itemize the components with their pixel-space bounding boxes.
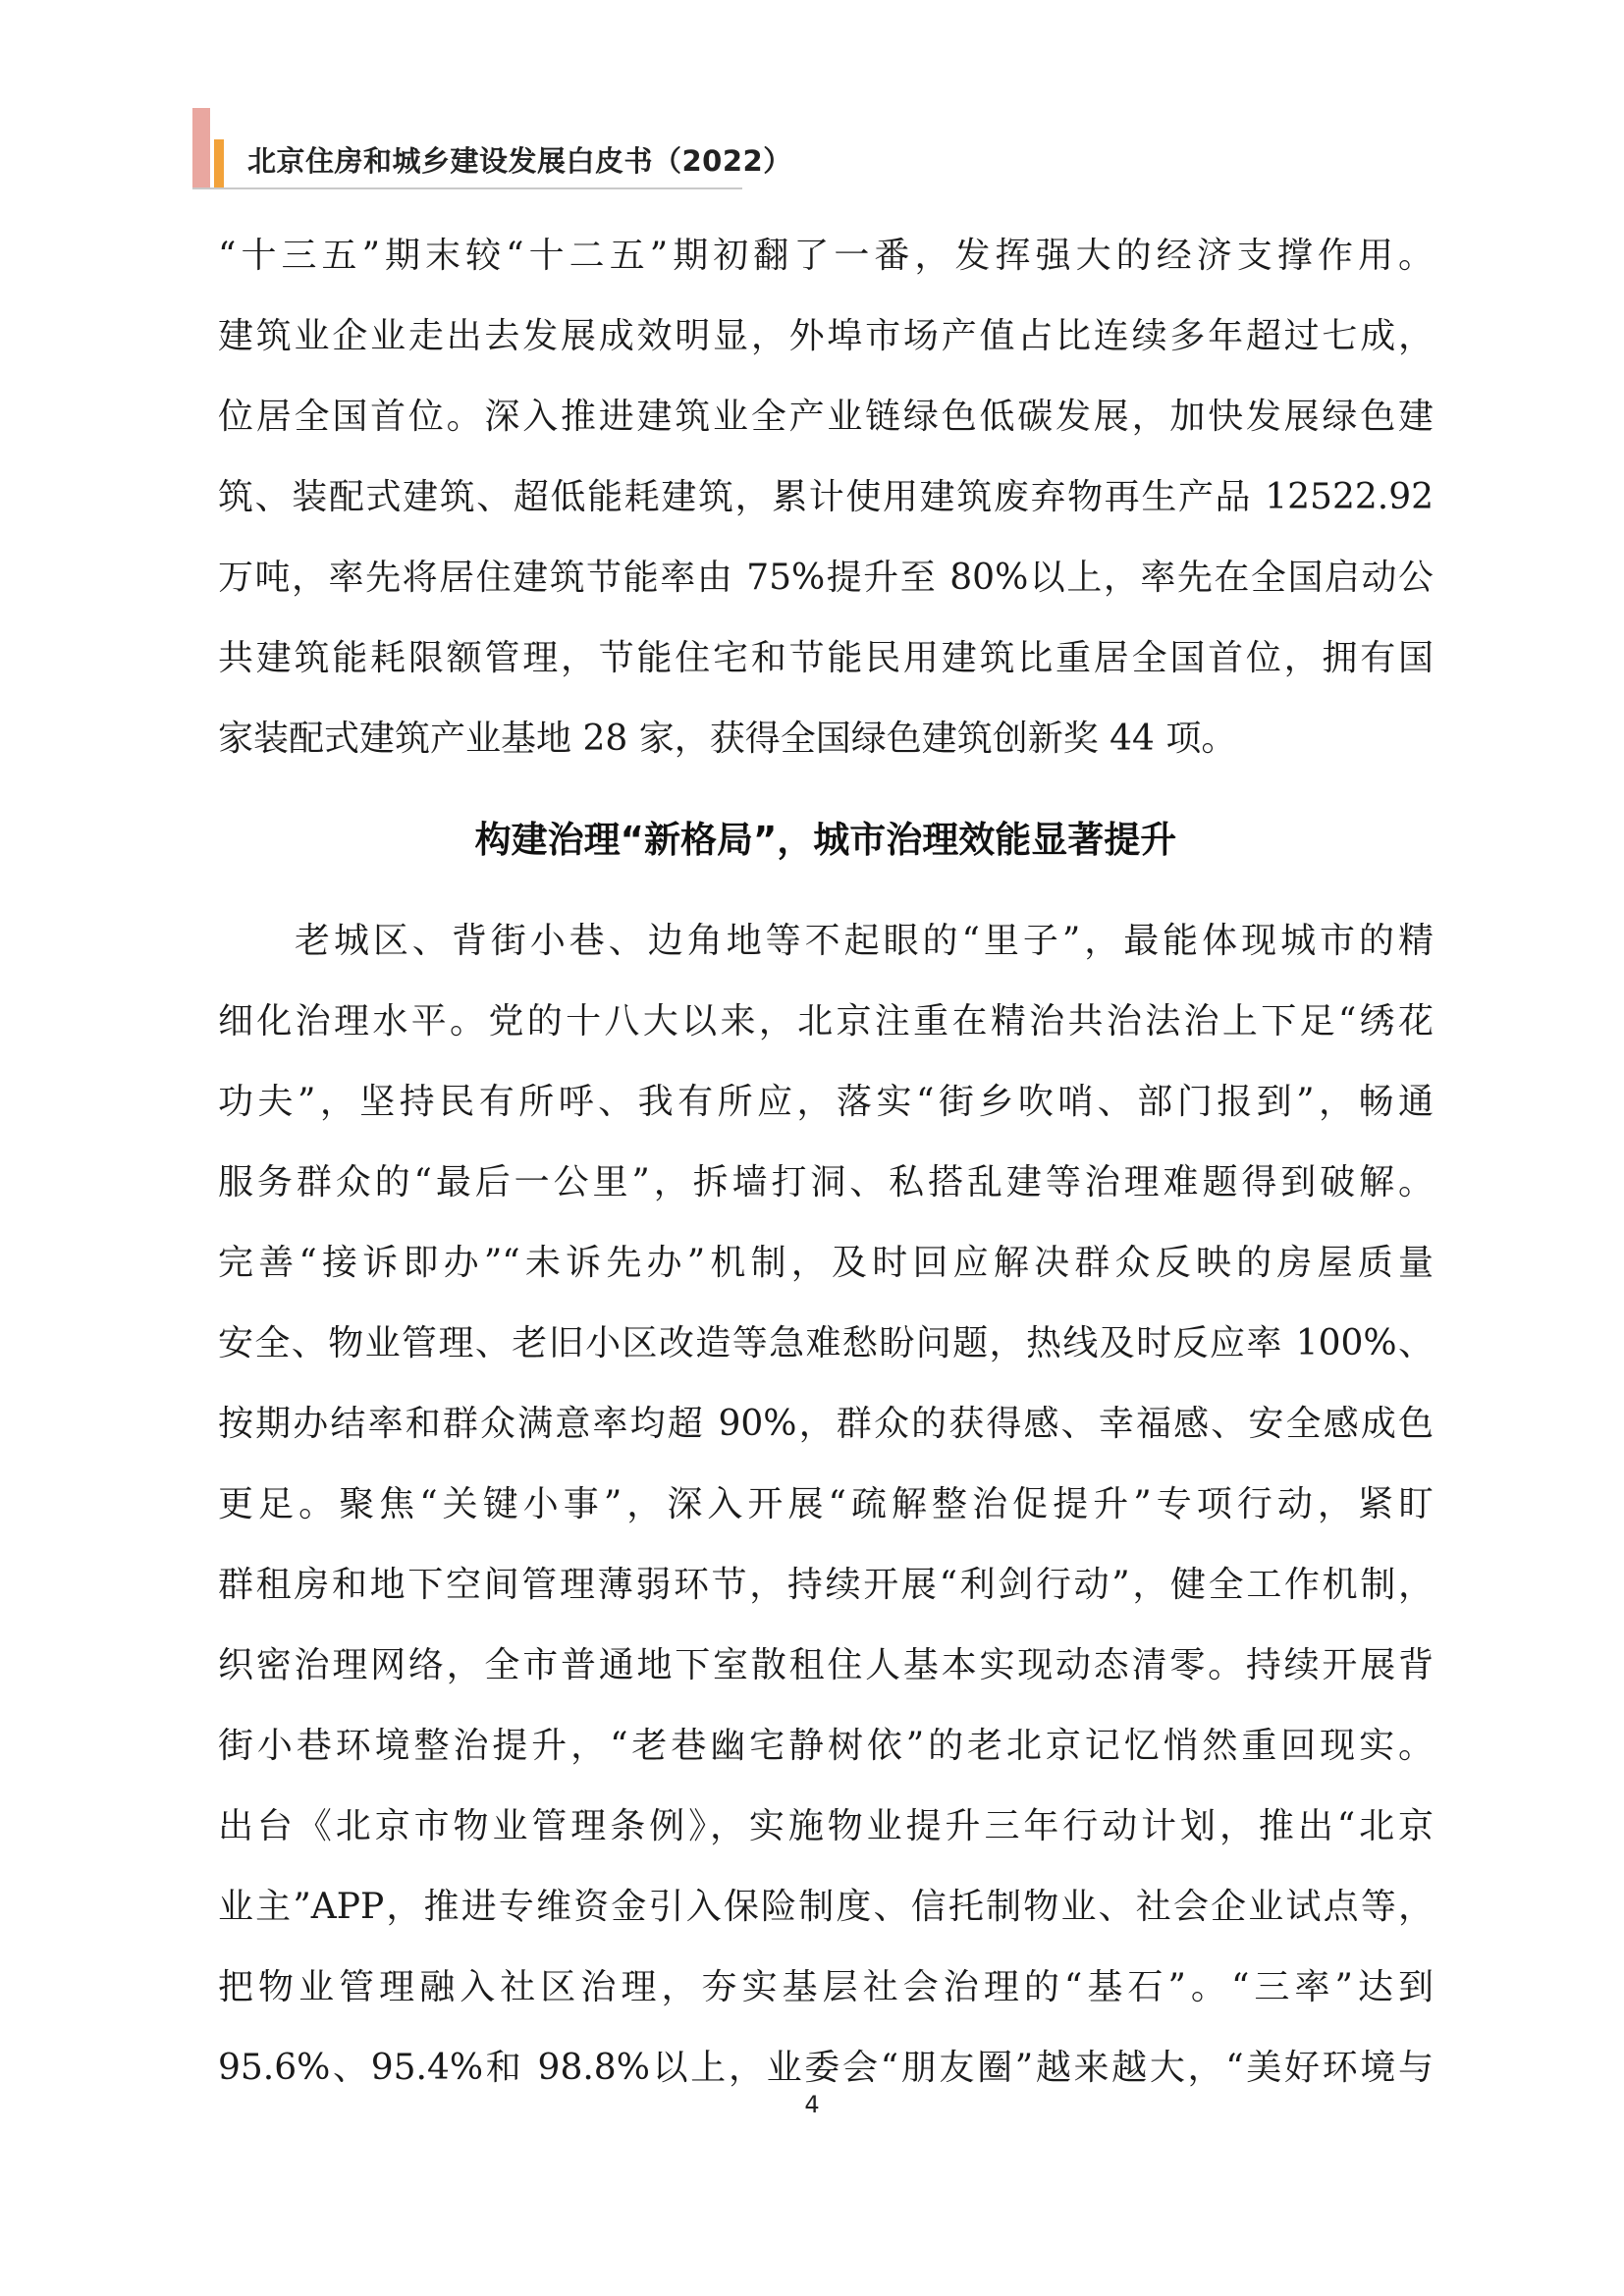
section-title: 构建治理“新格局”，城市治理效能显著提升 bbox=[474, 819, 1177, 861]
text-line: “十三五”期末较“十二五”期初翻了一番，发挥强大的经济支撑作用。 bbox=[218, 236, 1434, 276]
text-line: 家装配式建筑产业基地 28 家，获得全国绿色建筑创新奖 44 项。 bbox=[218, 719, 1237, 759]
text-line: 老城区、背街小巷、边角地等不起眼的“里子”，最能体现城市的精 bbox=[295, 921, 1434, 961]
text-line: 万吨，率先将居住建筑节能率由 75%提升至 80%以上，率先在全国启动公 bbox=[218, 558, 1434, 598]
paragraph-1 bbox=[218, 216, 1434, 779]
text-line: 群租房和地下空间管理薄弱环节，持续开展“利剑行动”，健全工作机制， bbox=[218, 1565, 1434, 1605]
header-accent-bar-pink bbox=[192, 108, 210, 188]
text-line: 更足。聚焦“关键小事”，深入开展“疏解整治促提升”专项行动，紧盯 bbox=[218, 1484, 1434, 1524]
text-line: 建筑业企业走出去发展成效明显，外埠市场产值占比连续多年超过七成， bbox=[218, 316, 1434, 356]
text-line: 业主”APP，推进专维资金引入保险制度、信托制物业、社会企业试点等， bbox=[218, 1887, 1434, 1927]
text-line: 安全、物业管理、老旧小区改造等急难愁盼问题，热线及时反应率 100%、 bbox=[218, 1323, 1434, 1363]
header-title: 北京住房和城乡建设发展白皮书（2022） bbox=[247, 144, 792, 178]
text-line: 出台《北京市物业管理条例》，实施物业提升三年行动计划，推出“北京 bbox=[218, 1806, 1434, 1846]
text-line: 95.6%、95.4%和 98.8%以上，业委会“朋友圈”越来越大，“美好环境与 bbox=[218, 2048, 1434, 2088]
text-line: 街小巷环境整治提升，“老巷幽宅静树依”的老北京记忆悄然重回现实。 bbox=[218, 1726, 1434, 1766]
text-line: 位居全国首位。深入推进建筑业全产业链绿色低碳发展，加快发展绿色建 bbox=[218, 397, 1434, 437]
text-line: 按期办结率和群众满意率均超 90%，群众的获得感、幸福感、安全感成色 bbox=[218, 1404, 1434, 1444]
text-line: 细化治理水平。党的十八大以来，北京注重在精治共治法治上下足“绣花 bbox=[218, 1001, 1434, 1041]
page-number: 4 bbox=[804, 2091, 820, 2118]
text-line: 共建筑能耗限额管理，节能住宅和节能民用建筑比重居全国首位，拥有国 bbox=[218, 638, 1434, 678]
document-body bbox=[218, 216, 1434, 2109]
text-line: 织密治理网络，全市普通地下室散租住人基本实现动态清零。持续开展背 bbox=[218, 1645, 1434, 1685]
header-accent-bar-orange bbox=[214, 139, 224, 188]
paragraph-2 bbox=[218, 901, 1434, 2109]
text-line: 筑、装配式建筑、超低能耗建筑，累计使用建筑废弃物再生产品 12522.92 bbox=[218, 477, 1434, 517]
page-header bbox=[192, 98, 801, 188]
header-divider bbox=[192, 187, 742, 189]
text-line: 功夫”，坚持民有所呼、我有所应，落实“街乡吹哨、部门报到”，畅通 bbox=[218, 1082, 1434, 1122]
text-line: 服务群众的“最后一公里”，拆墙打洞、私搭乱建等治理难题得到破解。 bbox=[218, 1162, 1434, 1202]
text-line: 完善“接诉即办”“未诉先办”机制，及时回应解决群众反映的房屋质量 bbox=[218, 1243, 1434, 1283]
text-line: 把物业管理融入社区治理，夯实基层社会治理的“基石”。“三率”达到 bbox=[218, 1967, 1434, 2007]
